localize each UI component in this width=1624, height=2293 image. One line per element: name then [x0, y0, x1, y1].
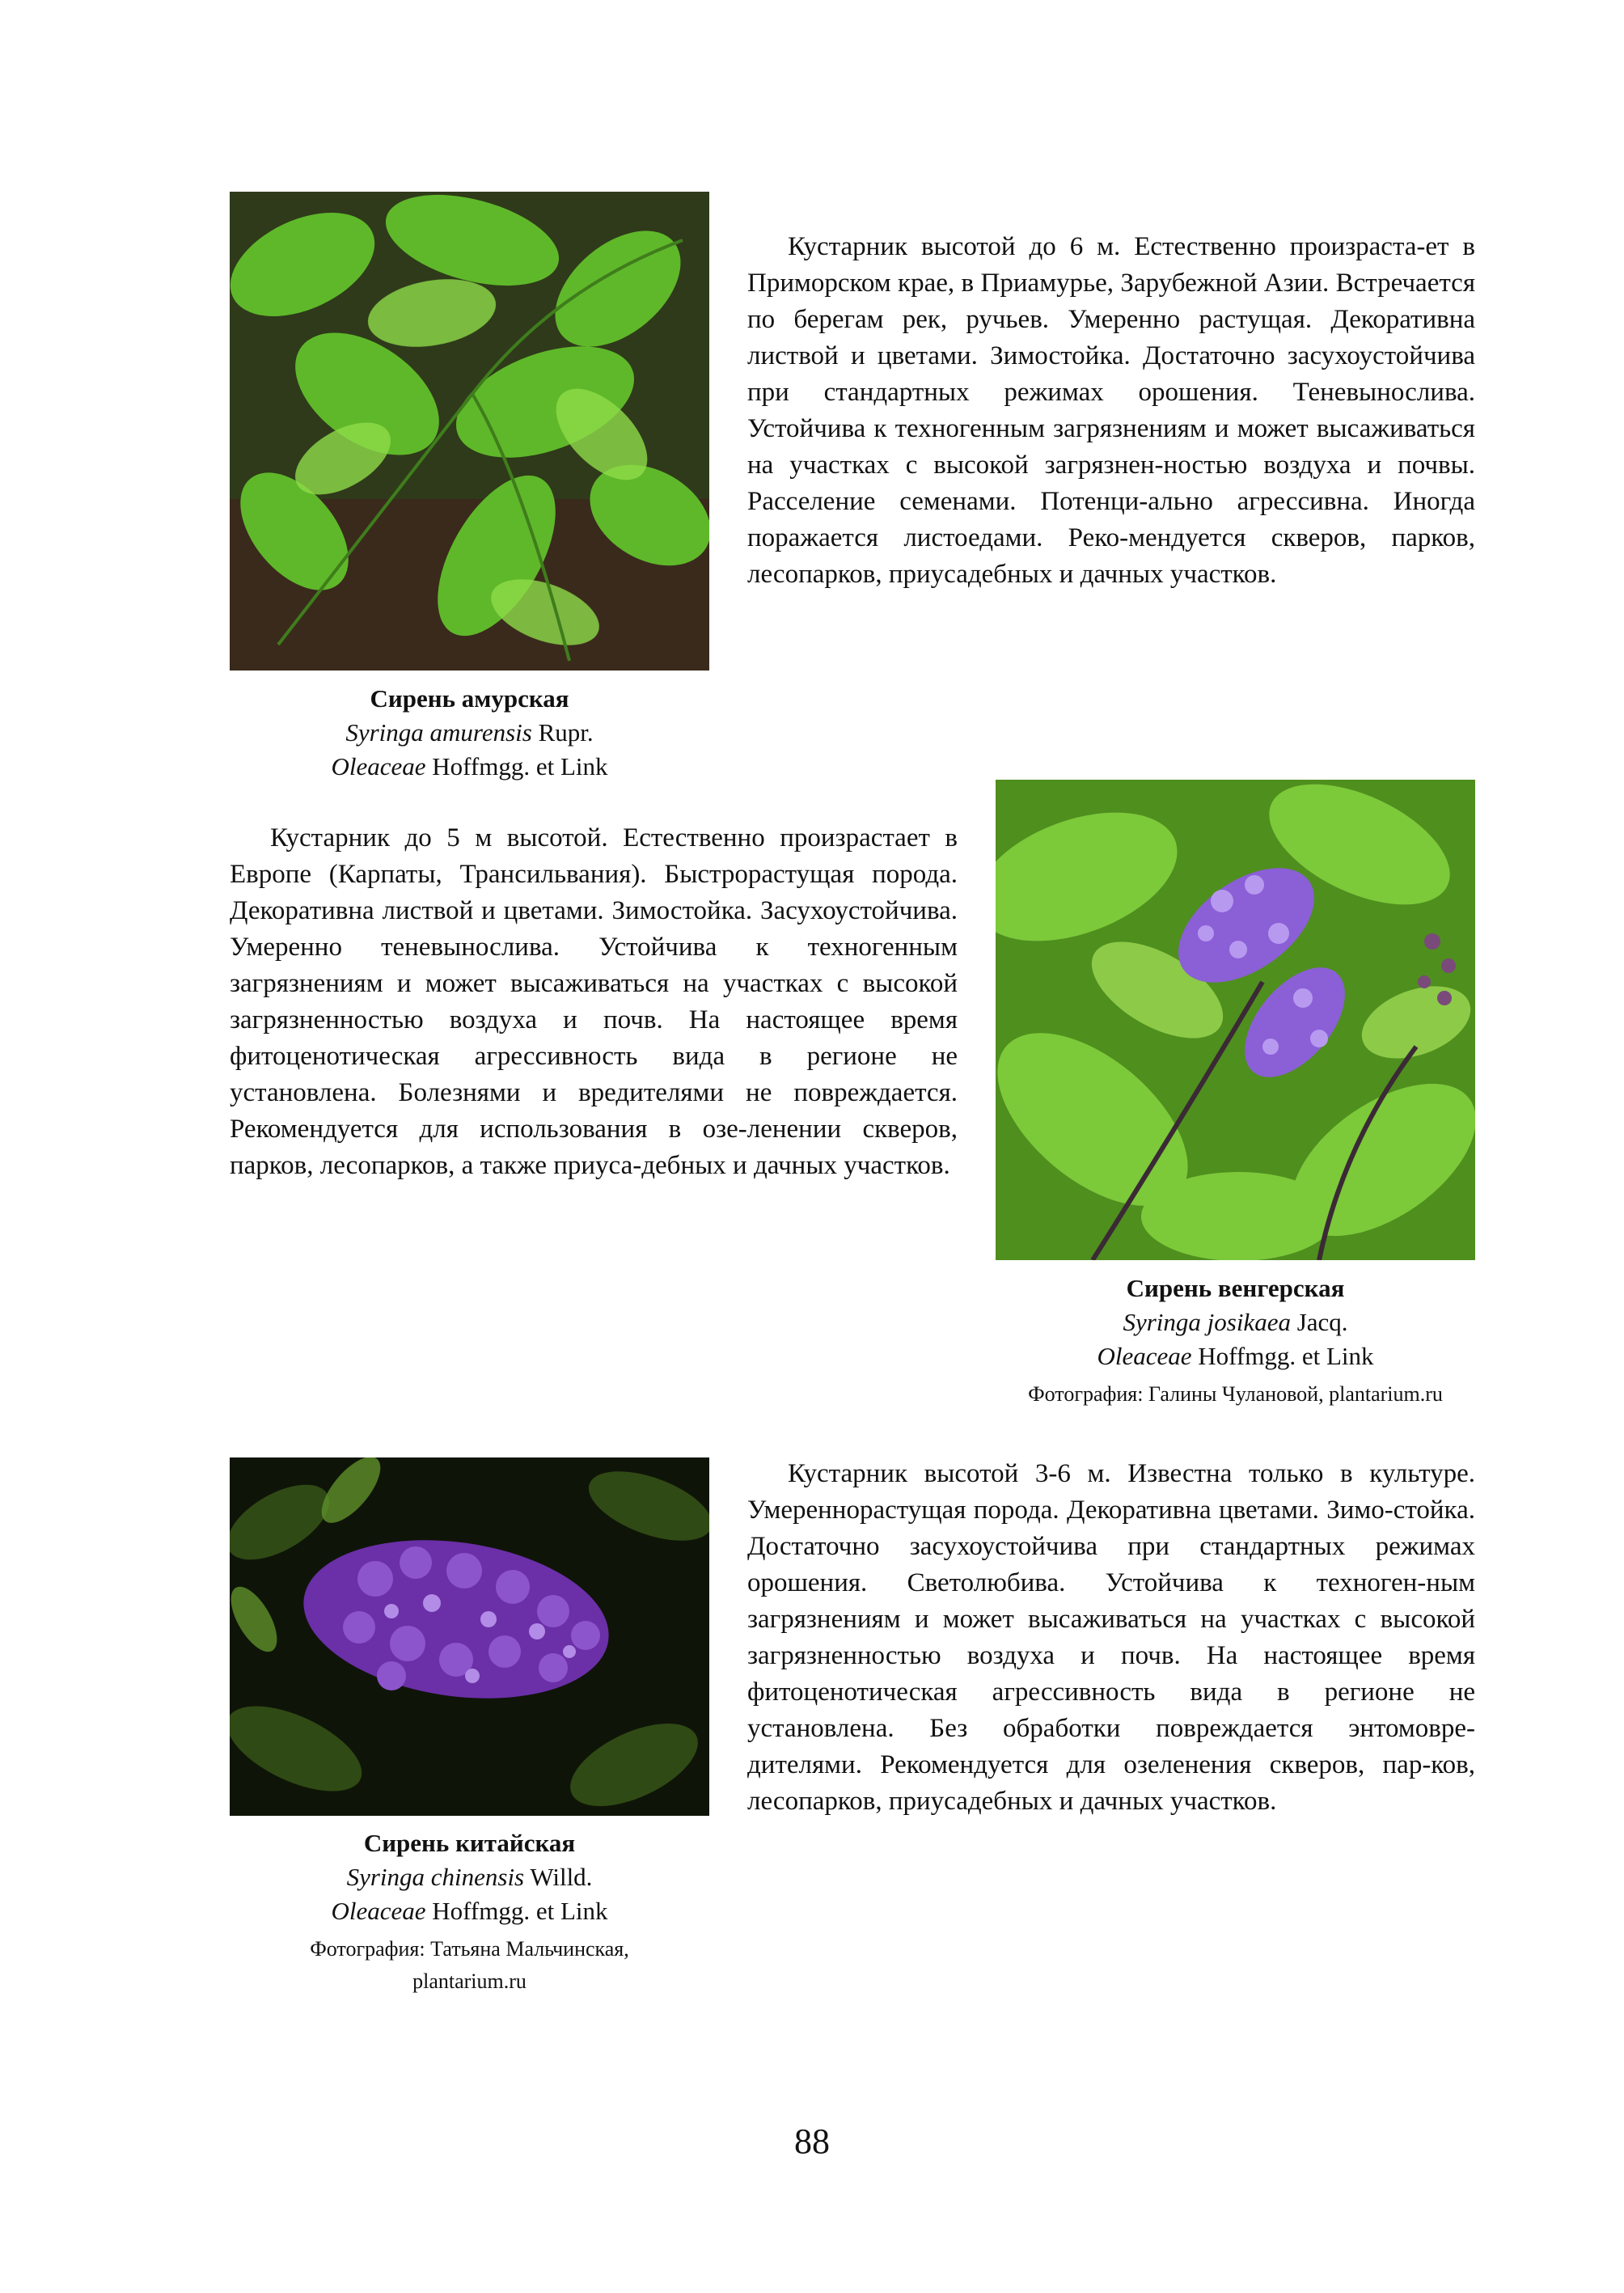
green-leaves-image — [230, 192, 709, 671]
photo-credit: Фотография: Галины Чулановой, plantarium.ru — [1028, 1382, 1443, 1406]
common-name: Сирень амурская — [370, 684, 569, 713]
family-name: Oleaceae Hoffmgg. et Link — [331, 752, 608, 781]
latin-name: Syringa amurensis Rupr. — [345, 718, 594, 747]
description-syringa-chinensis: Кустарник высотой 3-6 м. Известна только в культуре. Умереннорастущая порода. Декоративна цветами. Зимо-стойка. Достаточно засухоустойчива при стандартных режимах орошения. Светолюбива. Устойчива к техноген-ным загрязнениям и может высаживаться на участках с высокой загрязненностью воздуха и почв. На настоящее время фитоценотическая агрессивность вида в регионе не установлена. Без обработки повреждается энтомовре-дителями. Рекомендуется для озеленения скверов, пар-ков, лесопарков, приусадебных и дачных участков. — [747, 1459, 1475, 1816]
family-name: Oleaceae Hoffmgg. et Link — [1097, 1342, 1374, 1370]
caption-syringa-chinensis — [230, 1826, 709, 1998]
common-name: Сирень венгерская — [1126, 1274, 1345, 1302]
photo-syringa-josikaea — [996, 780, 1475, 1260]
family-name: Oleaceae Hoffmgg. et Link — [331, 1897, 608, 1925]
common-name: Сирень китайская — [363, 1829, 576, 1857]
photo-syringa-amurensis — [230, 192, 709, 671]
purple-lilac-cluster-image — [230, 1457, 709, 1816]
photo-credit: Фотография: Татьяна Мальчинская, plantarium.ru — [310, 1937, 629, 1993]
description-syringa-josikaea: Кустарник до 5 м высотой. Естественно произрастает в Европе (Карпаты, Трансильвания). Быстрорастущая порода. Декоративна листвой и цветами. Зимостойка. Засухоустойчива. Умеренно теневынослива. Устойчива к техногенным загрязнениям и может высаживаться на участках с высокой загрязненностью воздуха и почв. На настоящее время фитоценотическая агрессивность вида в регионе не установлена. Болезнями и вредителями не повреждается. Рекомендуется для использования в озе-ленении скверов, парков, лесопарков, а также приуса-дебных и дачных участков. — [230, 823, 958, 1180]
photo-syringa-chinensis — [230, 1457, 709, 1816]
lilac-flowers-image — [996, 780, 1475, 1260]
caption-syringa-josikaea — [987, 1271, 1484, 1411]
caption-syringa-amurensis — [230, 682, 709, 784]
description-syringa-amurensis: Кустарник высотой до 6 м. Естественно произраста-ет в Приморском крае, в Приамурье, Зарубежной Азии. Встречается по берегам рек, ручьев. Умеренно растущая. Декоративна листвой и цветами. Зимостойка. Достаточно засухоустойчива при стандартных режимах орошения. Теневынослива. Устойчива к техногенным загрязнениям и может высаживаться на участках с высокой загрязнен-ностью воздуха и почвы. Расселение семенами. Потенци-ально агрессивна. Иногда поражается листоедами. Реко-мендуется скверов, парков, лесопарков, приусадебных и дачных участков. — [747, 232, 1475, 589]
latin-name: Syringa josikaea Jacq. — [1123, 1308, 1348, 1336]
page-number: 88 — [794, 2122, 830, 2161]
latin-name: Syringa chinensis Willd. — [346, 1863, 593, 1891]
